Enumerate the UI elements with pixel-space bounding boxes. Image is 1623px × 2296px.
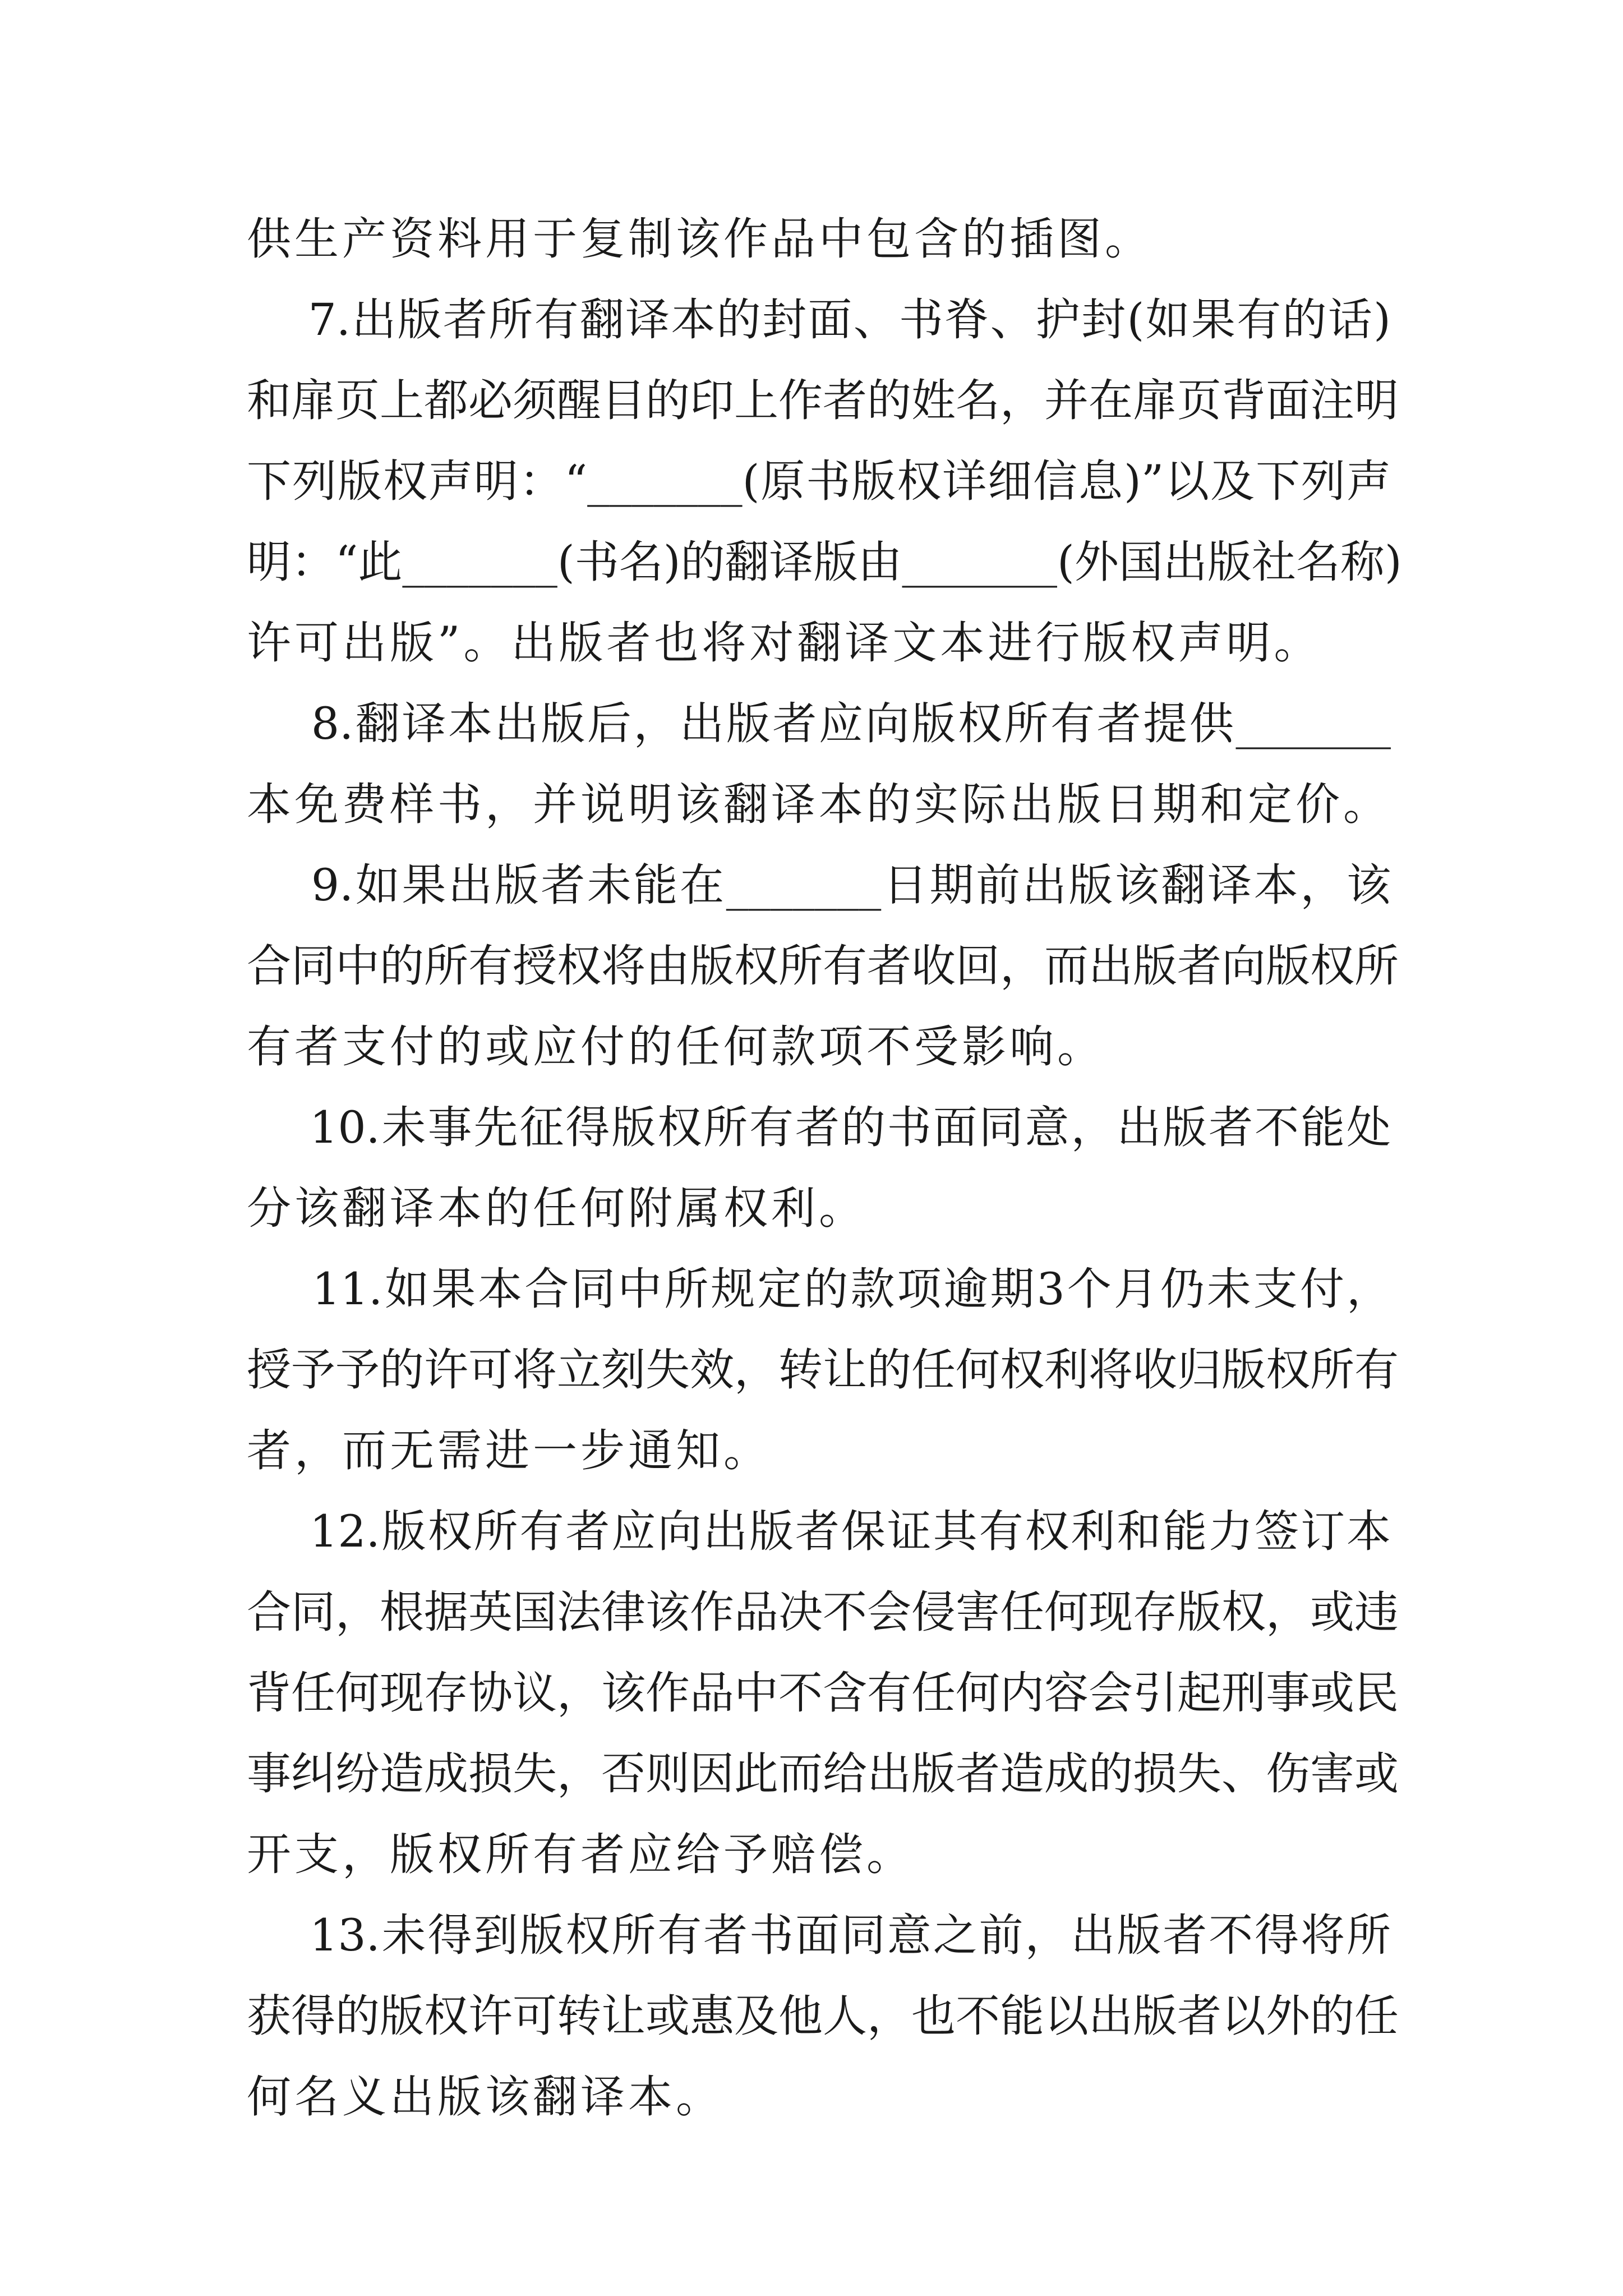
text-line: 许可出版”。出版者也将对翻译文本进行版权声明。: [247, 617, 1322, 669]
text-line: 背任何现存协议，该作品中不含有任何内容会引起刑事或民: [247, 1667, 1399, 1719]
text-line: 12.版权所有者应向出版者保证其有权利和能力签订本: [247, 1506, 1391, 1557]
text-line: 明：“此_______(书名)的翻译版由_______(外国出版社名称): [247, 536, 1402, 588]
text-line: 何名义出版该翻译本。: [247, 2071, 723, 2123]
text-line: 开支，版权所有者应给予赔偿。: [247, 1829, 914, 1880]
text-line: 分该翻译本的任何附属权利。: [247, 1182, 866, 1234]
text-line: 13.未得到版权所有者书面同意之前，出版者不得将所: [247, 1910, 1391, 1961]
text-line: 11.如果本合同中所规定的款项逾期3个月仍未支付，: [247, 1263, 1391, 1315]
text-line: 获得的版权许可转让或惠及他人，也不能以出版者以外的任: [247, 1990, 1399, 2042]
text-line: 7.出版者所有翻译本的封面、书脊、护封(如果有的话): [247, 294, 1391, 346]
text-line: 合同，根据英国法律该作品决不会侵害任何现存版权，或违: [247, 1586, 1399, 1638]
text-line: 供生产资料用于复制该作品中包含的插图。: [247, 213, 1152, 265]
text-line: 者，而无需进一步通知。: [247, 1425, 771, 1476]
text-line: 有者支付的或应付的任何款项不受影响。: [247, 1021, 1105, 1073]
text-line: 下列版权声明：“_______(原书版权详细信息)”以及下列声: [247, 455, 1391, 507]
text-line: 9.如果出版者未能在_______日期前出版该翻译本，该: [247, 859, 1391, 911]
text-line: 合同中的所有授权将由版权所有者收回，而出版者向版权所: [247, 940, 1399, 992]
text-line: 事纠纷造成损失，否则因此而给出版者造成的损失、伤害或: [247, 1748, 1399, 1800]
text-line: 和扉页上都必须醒目的印上作者的姓名，并在扉页背面注明: [247, 375, 1399, 426]
text-line: 本免费样书，并说明该翻译本的实际出版日期和定价。: [247, 779, 1391, 830]
text-line: 10.未事先征得版权所有者的书面同意，出版者不能处: [247, 1102, 1391, 1153]
text-line: 授予予的许可将立刻失效，转让的任何权利将收归版权所有: [247, 1344, 1399, 1396]
text-line: 8.翻译本出版后，出版者应向版权所有者提供_______: [247, 698, 1391, 749]
